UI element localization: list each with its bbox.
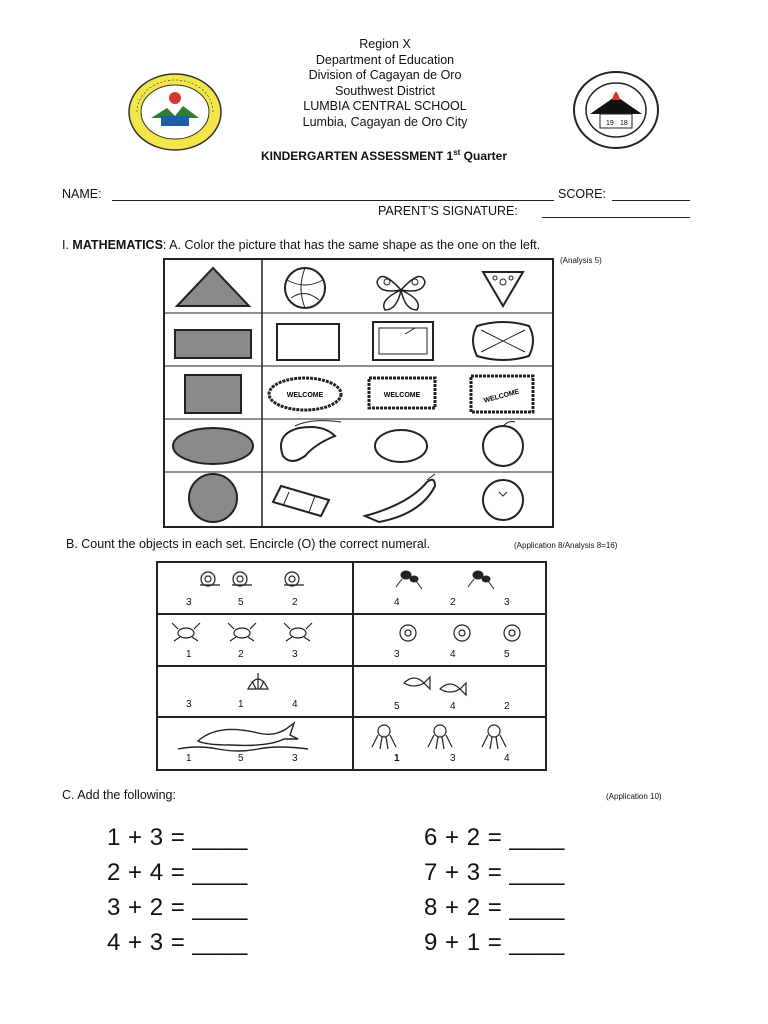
analysis-note: (Analysis 5) [560,256,602,265]
math-instruction [62,238,540,252]
orange-picture [483,422,523,467]
turtles-choice-2[interactable]: 4 [450,649,456,660]
header-department: Department of Education [315,52,455,67]
math-heading: MATHEMATICS [72,238,163,252]
addition-instruction: C. Add the following: [62,788,176,802]
title-main: KINDERGARTEN ASSESSMENT 1 [260,149,454,163]
section-prefix: I. [62,238,73,252]
ant-icons [396,571,494,589]
title-sup: st [453,148,461,157]
school-header [200,37,570,131]
header-district: Southwest District [334,83,436,98]
turtles-choice-3[interactable]: 5 [504,649,510,660]
snails-choice-3[interactable]: 2 [292,597,298,608]
crabs-choice-3[interactable]: 3 [292,649,298,660]
whale-choice-1[interactable]: 1 [186,753,192,764]
shell-icon [248,673,268,689]
egg-picture [375,430,427,462]
mango-picture [281,421,341,461]
count-note: (Application 8/Analysis 8=16) [514,541,618,550]
fish-choice-2[interactable]: 4 [450,701,456,712]
ants-choice-2[interactable]: 2 [450,597,456,608]
mirror-picture [373,322,433,360]
snail-icons [200,572,304,586]
turtles-choice-1[interactable]: 3 [394,649,400,660]
shape-matching-grid [163,258,554,528]
ball-picture [285,268,325,308]
parent-signature-label: PARENT’S SIGNATURE: [378,204,518,218]
header-address: Lumbia, Cagayan de Oro City [302,114,468,129]
reference-circle [189,474,237,522]
fish-icons [404,677,466,695]
whale-choice-3[interactable]: 3 [292,753,298,764]
reference-triangle [177,268,249,306]
counting-table [156,561,547,771]
ants-choice-1[interactable]: 4 [394,597,400,608]
turtle-icons [400,625,520,641]
pillow-picture [473,322,533,360]
ants-choice-3[interactable]: 3 [504,597,510,608]
welcome-text-2: WELCOME [383,392,421,399]
school-seal-logo [572,70,660,150]
wrapped-candy-picture [273,486,329,516]
welcome-mat-oval [269,378,341,410]
fish-choice-1[interactable]: 5 [394,701,400,712]
whale-choice-2[interactable]: 5 [238,753,244,764]
addition-problem[interactable]: 6 + 2 = ____ [424,824,565,851]
addition-problem[interactable]: 4 + 3 = ____ [107,929,248,956]
seal-year-left: 19 [606,120,614,127]
chili-picture [365,474,435,522]
welcome-text-3: WELCOME [483,388,521,405]
welcome-mat-square [471,376,533,412]
name-field[interactable] [112,200,554,201]
butterfly-picture [377,277,425,310]
octopus-choice-2[interactable]: 3 [450,753,456,764]
count-instruction: B. Count the objects in each set. Encircle (O) the correct numeral. [66,537,431,551]
parent-signature-field[interactable] [542,217,690,218]
score-field[interactable] [612,200,690,201]
reference-rectangle [175,330,251,358]
shell-choice-1[interactable]: 3 [186,699,192,710]
shell-choice-2[interactable]: 1 [238,699,244,710]
reference-oval [173,428,253,464]
addition-problem[interactable]: 9 + 1 = ____ [424,929,565,956]
score-label: SCORE: [558,187,606,201]
shell-choice-3[interactable]: 4 [292,699,298,710]
fish-choice-3[interactable]: 2 [504,701,510,712]
pizza-slice-picture [483,272,523,306]
crabs-choice-1[interactable]: 1 [186,649,192,660]
assessment-title [0,148,768,163]
whale-icon [178,723,308,751]
deped-seal-logo [127,72,223,152]
octopus-choice-1[interactable]: 1 [394,753,400,764]
title-tail: Quarter [460,149,508,163]
header-division: Division of Cagayan de Oro [308,68,462,83]
crab-icons [172,623,312,641]
seal-year-right: 18 [620,120,628,127]
addition-problem[interactable]: 7 + 3 = ____ [424,859,565,886]
crabs-choice-2[interactable]: 2 [238,649,244,660]
rectangle-picture-1 [277,324,339,360]
welcome-text-1: WELCOME [286,392,324,399]
addition-problem[interactable]: 2 + 4 = ____ [107,859,248,886]
addition-note: (Application 10) [606,792,662,801]
welcome-mat-rect [369,378,435,408]
snails-choice-2[interactable]: 5 [238,597,244,608]
octopus-icons [372,725,506,749]
reference-square [185,375,241,413]
addition-problem[interactable]: 8 + 2 = ____ [424,894,565,921]
header-region: Region X [359,37,411,51]
header-school: LUMBIA CENTRAL SCHOOL [303,99,467,114]
octopus-choice-3[interactable]: 4 [504,753,510,764]
addition-problem[interactable]: 3 + 2 = ____ [107,894,248,921]
round-fruit-picture [483,480,523,520]
snails-choice-1[interactable]: 3 [186,597,192,608]
addition-problem[interactable]: 1 + 3 = ____ [107,824,248,851]
math-instruction-text: : A. Color the picture that has the same shape as the one on the left. [162,238,541,252]
name-label: NAME: [62,187,102,201]
